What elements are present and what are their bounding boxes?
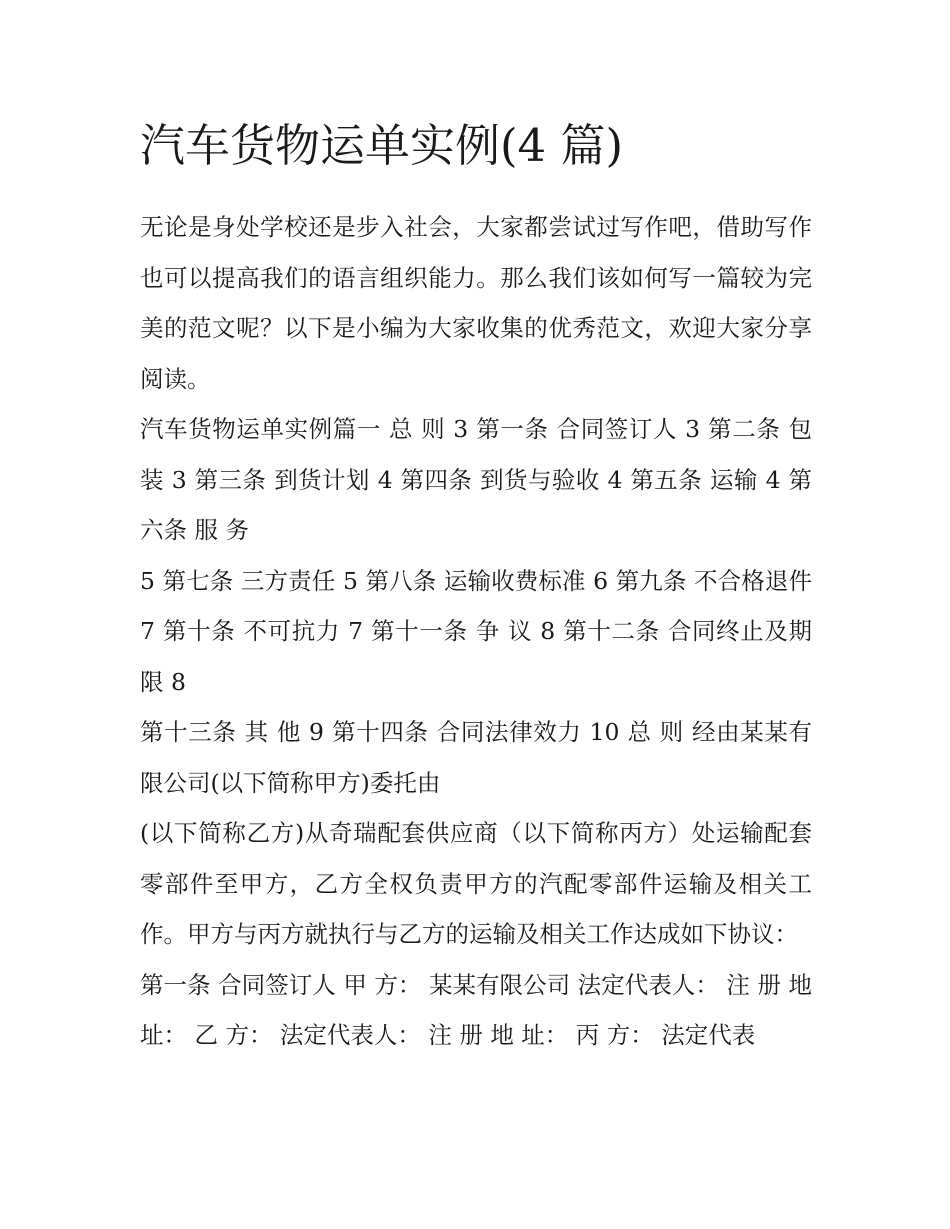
- general-provisions-paragraph: (以下简称乙方)从奇瑞配套供应商（以下简称丙方）处运输配套零部件至甲方，乙方全权负责甲方的汽配零部件运输及相关工作。甲方与丙方就执行与乙方的运输及相关工作达成如下协议：: [140, 819, 812, 948]
- article-one-paragraph: 第一条 合同签订人 甲 方： 某某有限公司 法定代表人： 注 册 地 址： 乙 方： 法定代表人： 注 册 地 址： 丙 方： 法定代表: [140, 970, 812, 1049]
- document-body: [140, 112, 812, 1061]
- document-title: 汽车货物运单实例(4 篇): [140, 119, 624, 172]
- table-of-contents-line-3: 第十三条 其 他 9 第十四条 合同法律效力 10 总 则 经由某某有限公司(以下简称甲方)委托由: [140, 718, 812, 797]
- intro-paragraph: 无论是身处学校还是步入社会，大家都尝试过写作吧，借助写作也可以提高我们的语言组织能力。那么我们该如何写一篇较为完美的范文呢？以下是小编为大家收集的优秀范文，欢迎大家分享阅读。: [140, 213, 812, 393]
- table-of-contents-line-1: 汽车货物运单实例篇一 总 则 3 第一条 合同签订人 3 第二条 包装 3 第三条 到货计划 4 第四条 到货与验收 4 第五条 运输 4 第六条 服 务: [140, 415, 812, 544]
- table-of-contents-line-2: 5 第七条 三方责任 5 第八条 运输收费标准 6 第九条 不合格退件 7 第十条 不可抗力 7 第十一条 争 议 8 第十二条 合同终止及期限 8: [140, 566, 812, 696]
